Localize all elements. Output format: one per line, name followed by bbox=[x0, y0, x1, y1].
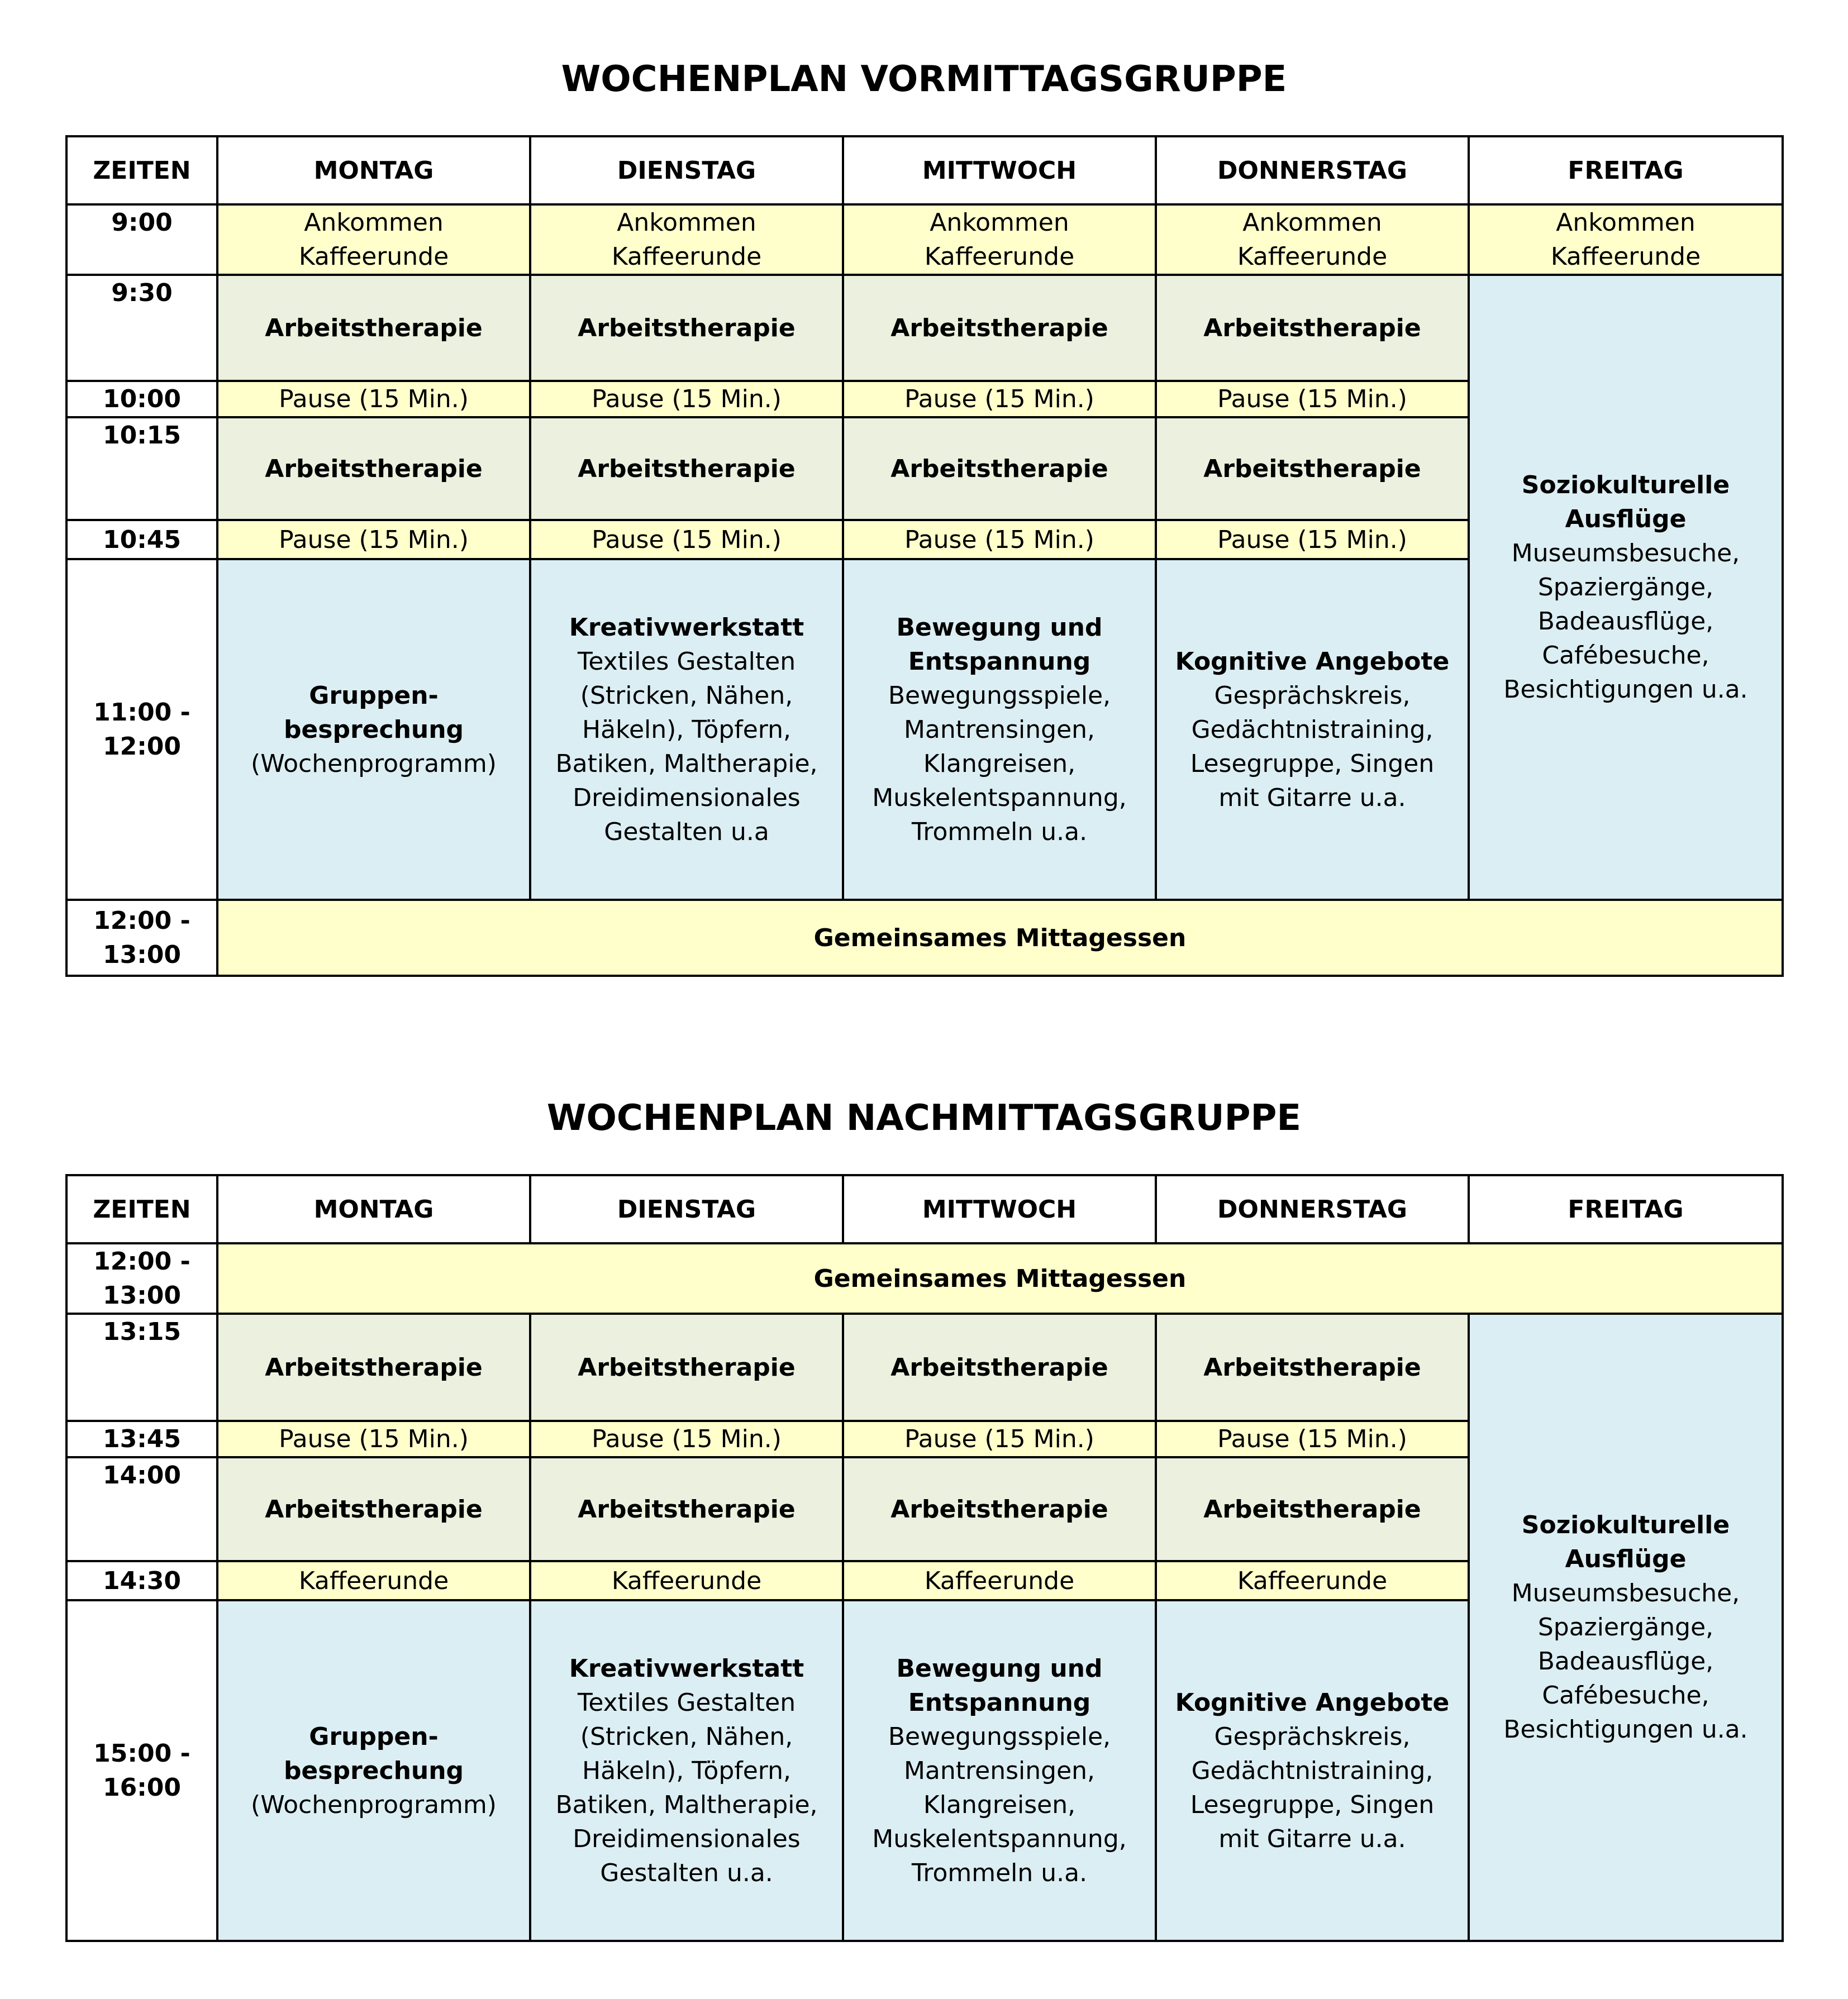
text: Klangreisen, bbox=[923, 749, 1076, 778]
text: Cafébesuche, bbox=[1542, 1681, 1709, 1710]
text: 16:00 bbox=[102, 1773, 182, 1802]
time-cell: 10:00 bbox=[66, 381, 217, 417]
text: Cafébesuche, bbox=[1542, 641, 1709, 670]
cell-arbeitstherapie bbox=[530, 275, 843, 381]
text: Spaziergänge, bbox=[1537, 1613, 1714, 1642]
text: Entspannung bbox=[908, 647, 1091, 676]
text: mit Gitarre u.a. bbox=[1218, 783, 1406, 812]
text: Gruppen- bbox=[309, 1722, 439, 1751]
text: Kreativwerkstatt bbox=[569, 1654, 804, 1683]
text: Gesprächskreis, bbox=[1214, 681, 1411, 710]
text: 12:00 - bbox=[93, 1247, 190, 1276]
text: Batiken, Maltherapie, bbox=[555, 1790, 818, 1819]
cell-arbeitstherapie bbox=[1156, 275, 1469, 381]
cell-pause: Pause (15 Min.) bbox=[217, 520, 530, 559]
cell-arbeitstherapie bbox=[843, 417, 1156, 520]
text: Textiles Gestalten bbox=[577, 1688, 796, 1717]
header-zeiten: ZEITEN bbox=[66, 1175, 217, 1243]
title-vormittag: WOCHENPLAN VORMITTAGSGRUPPE bbox=[561, 59, 1287, 100]
text: Trommeln u.a. bbox=[911, 817, 1088, 846]
text: Textiles Gestalten bbox=[577, 647, 796, 676]
text: Gruppen- bbox=[309, 681, 439, 710]
header-dienstag: DIENSTAG bbox=[530, 136, 843, 204]
text: Muskelentspannung, bbox=[872, 1824, 1127, 1853]
text: Häkeln), Töpfern, bbox=[582, 1756, 791, 1785]
text: Museumsbesuche, bbox=[1511, 1579, 1740, 1607]
text: Lesegruppe, Singen bbox=[1190, 1790, 1435, 1819]
text: Soziokulturelle bbox=[1521, 1511, 1730, 1539]
text: Kaffeerunde bbox=[1237, 242, 1388, 271]
row-1200 bbox=[66, 1243, 1783, 1314]
cell-pause: Pause (15 Min.) bbox=[530, 520, 843, 559]
text: Klangreisen, bbox=[923, 1790, 1076, 1819]
text: (Stricken, Nähen, bbox=[580, 1722, 793, 1751]
cell-pause: Pause (15 Min.) bbox=[843, 520, 1156, 559]
text: Kaffeerunde bbox=[611, 242, 762, 271]
cell-kaffeerunde: Kaffeerunde bbox=[530, 1561, 843, 1600]
text: Ankommen bbox=[930, 208, 1069, 237]
time-cell: 13:45 bbox=[66, 1421, 217, 1457]
text: Museumsbesuche, bbox=[1511, 539, 1740, 567]
time-cell: 14:30 bbox=[66, 1561, 217, 1600]
cell-pause: Pause (15 Min.) bbox=[1156, 1421, 1469, 1457]
text: Bewegung und bbox=[896, 1654, 1103, 1683]
schedule-table-vormittag bbox=[65, 135, 1784, 977]
text: Entspannung bbox=[908, 1688, 1091, 1717]
cell-arbeitstherapie bbox=[217, 275, 530, 381]
text: mit Gitarre u.a. bbox=[1218, 1824, 1406, 1853]
header-dienstag: DIENSTAG bbox=[530, 1175, 843, 1243]
text: Arbeitstherapie bbox=[578, 1353, 796, 1382]
text: Dreidimensionales bbox=[573, 783, 801, 812]
cell-kreativwerkstatt bbox=[530, 559, 843, 900]
header-montag: MONTAG bbox=[217, 1175, 530, 1243]
cell-arbeitstherapie bbox=[1156, 1457, 1469, 1561]
cell-kaffeerunde: Kaffeerunde bbox=[843, 1561, 1156, 1600]
text: Gestalten u.a. bbox=[600, 1858, 773, 1887]
text: Bewegung und bbox=[896, 613, 1103, 642]
text: Arbeitstherapie bbox=[265, 454, 483, 483]
text: Kaffeerunde bbox=[924, 242, 1075, 271]
time-cell: 9:30 bbox=[66, 275, 217, 381]
text: Ankommen bbox=[617, 208, 756, 237]
text: 13:00 bbox=[102, 941, 182, 969]
cell-arbeitstherapie bbox=[1156, 417, 1469, 520]
text: Gedächtnistraining, bbox=[1191, 1756, 1433, 1785]
text: Mantrensingen, bbox=[903, 715, 1096, 744]
header-freitag: FREITAG bbox=[1469, 1175, 1783, 1243]
text: (Wochenprogramm) bbox=[251, 1790, 497, 1819]
time-cell bbox=[66, 559, 217, 900]
cell-arbeitstherapie bbox=[530, 1314, 843, 1421]
text: Arbeitstherapie bbox=[1203, 313, 1421, 342]
text: Arbeitstherapie bbox=[890, 454, 1108, 483]
text: Kaffeerunde bbox=[1550, 242, 1701, 271]
text: Kognitive Angebote bbox=[1175, 1688, 1450, 1717]
text: Arbeitstherapie bbox=[890, 313, 1108, 342]
cell-soziokulturelle-ausfluege bbox=[1469, 275, 1783, 900]
text: Ankommen bbox=[1556, 208, 1695, 237]
text: Mantrensingen, bbox=[903, 1756, 1096, 1785]
text: Arbeitstherapie bbox=[1203, 454, 1421, 483]
header-mittwoch: MITTWOCH bbox=[843, 136, 1156, 204]
text: Badeausflüge, bbox=[1537, 1647, 1714, 1676]
cell-arbeitstherapie bbox=[217, 417, 530, 520]
time-cell: 10:15 bbox=[66, 417, 217, 520]
text: 12:00 - bbox=[93, 907, 190, 935]
text: Trommeln u.a. bbox=[911, 1858, 1088, 1887]
text: Arbeitstherapie bbox=[578, 1495, 796, 1524]
text: Gemeinsames Mittagessen bbox=[813, 1264, 1187, 1293]
text: Bewegungsspiele, bbox=[888, 1722, 1111, 1751]
text: Kreativwerkstatt bbox=[569, 613, 804, 642]
cell-ankommen-freitag bbox=[1469, 204, 1783, 275]
text: Spaziergänge, bbox=[1537, 573, 1714, 602]
cell-arbeitstherapie bbox=[217, 1314, 530, 1421]
cell-pause: Pause (15 Min.) bbox=[843, 1421, 1156, 1457]
text: 13:00 bbox=[102, 1281, 182, 1310]
text: Lesegruppe, Singen bbox=[1190, 749, 1435, 778]
text: besprechung bbox=[283, 715, 464, 744]
cell-pause: Pause (15 Min.) bbox=[217, 381, 530, 417]
text: Arbeitstherapie bbox=[890, 1495, 1108, 1524]
cell-arbeitstherapie bbox=[530, 417, 843, 520]
cell-kaffeerunde: Kaffeerunde bbox=[1156, 1561, 1469, 1600]
row-0900 bbox=[66, 204, 1783, 275]
header-donnerstag: DONNERSTAG bbox=[1156, 136, 1469, 204]
text: Gesprächskreis, bbox=[1214, 1722, 1411, 1751]
time-cell bbox=[66, 1600, 217, 1941]
cell-pause: Pause (15 Min.) bbox=[1156, 520, 1469, 559]
text: Gemeinsames Mittagessen bbox=[813, 923, 1187, 952]
text: Gedächtnistraining, bbox=[1191, 715, 1433, 744]
cell-bewegung-entspannung bbox=[843, 1600, 1156, 1941]
text: Arbeitstherapie bbox=[265, 1353, 483, 1382]
row-1315 bbox=[66, 1314, 1783, 1421]
cell-kaffeerunde: Kaffeerunde bbox=[217, 1561, 530, 1600]
cell-mittagessen bbox=[217, 1243, 1783, 1314]
header-montag: MONTAG bbox=[217, 136, 530, 204]
row-1200 bbox=[66, 900, 1783, 976]
time-cell: 13:15 bbox=[66, 1314, 217, 1421]
time-cell: 9:00 bbox=[66, 204, 217, 275]
cell-arbeitstherapie bbox=[843, 1314, 1156, 1421]
text: Ankommen bbox=[1242, 208, 1382, 237]
text: Arbeitstherapie bbox=[890, 1353, 1108, 1382]
header-row bbox=[66, 136, 1783, 204]
text: Arbeitstherapie bbox=[265, 1495, 483, 1524]
cell-ankommen-mittwoch bbox=[843, 204, 1156, 275]
text: Gestalten u.a bbox=[604, 817, 769, 846]
text: Badeausflüge, bbox=[1537, 607, 1714, 636]
text: Besichtigungen u.a. bbox=[1503, 675, 1748, 704]
cell-gruppenbesprechung bbox=[217, 1600, 530, 1941]
text: Besichtigungen u.a. bbox=[1503, 1715, 1748, 1744]
text: Arbeitstherapie bbox=[578, 454, 796, 483]
cell-pause: Pause (15 Min.) bbox=[1156, 381, 1469, 417]
text: Kaffeerunde bbox=[298, 242, 449, 271]
cell-mittagessen bbox=[217, 900, 1783, 976]
header-mittwoch: MITTWOCH bbox=[843, 1175, 1156, 1243]
text: Ankommen bbox=[304, 208, 444, 237]
cell-soziokulturelle-ausfluege bbox=[1469, 1314, 1783, 1941]
time-cell bbox=[66, 1243, 217, 1314]
cell-kognitive-angebote bbox=[1156, 1600, 1469, 1941]
text: (Wochenprogramm) bbox=[251, 749, 497, 778]
cell-kognitive-angebote bbox=[1156, 559, 1469, 900]
header-donnerstag: DONNERSTAG bbox=[1156, 1175, 1469, 1243]
time-cell bbox=[66, 900, 217, 976]
cell-pause: Pause (15 Min.) bbox=[530, 1421, 843, 1457]
text: Arbeitstherapie bbox=[1203, 1495, 1421, 1524]
row-0930 bbox=[66, 275, 1783, 381]
header-freitag: FREITAG bbox=[1469, 136, 1783, 204]
cell-arbeitstherapie bbox=[843, 1457, 1156, 1561]
cell-bewegung-entspannung bbox=[843, 559, 1156, 900]
time-cell: 10:45 bbox=[66, 520, 217, 559]
text: Dreidimensionales bbox=[573, 1824, 801, 1853]
cell-pause: Pause (15 Min.) bbox=[530, 381, 843, 417]
header-zeiten: ZEITEN bbox=[66, 136, 217, 204]
cell-kreativwerkstatt bbox=[530, 1600, 843, 1941]
text: 12:00 bbox=[102, 732, 182, 761]
header-row bbox=[66, 1175, 1783, 1243]
text: Ausflüge bbox=[1565, 505, 1687, 533]
text: Arbeitstherapie bbox=[265, 313, 483, 342]
schedule-table-nachmittag bbox=[65, 1174, 1784, 1942]
text: Arbeitstherapie bbox=[1203, 1353, 1421, 1382]
cell-ankommen-donnerstag bbox=[1156, 204, 1469, 275]
text: (Stricken, Nähen, bbox=[580, 681, 793, 710]
text: Kognitive Angebote bbox=[1175, 647, 1450, 676]
text: Muskelentspannung, bbox=[872, 783, 1127, 812]
cell-ankommen-dienstag bbox=[530, 204, 843, 275]
cell-arbeitstherapie bbox=[843, 275, 1156, 381]
cell-arbeitstherapie bbox=[217, 1457, 530, 1561]
cell-pause: Pause (15 Min.) bbox=[217, 1421, 530, 1457]
cell-arbeitstherapie bbox=[1156, 1314, 1469, 1421]
text: 11:00 - bbox=[93, 698, 190, 727]
text: 15:00 - bbox=[93, 1739, 190, 1768]
text: Arbeitstherapie bbox=[578, 313, 796, 342]
text: besprechung bbox=[283, 1756, 464, 1785]
text: Bewegungsspiele, bbox=[888, 681, 1111, 710]
text: Ausflüge bbox=[1565, 1545, 1687, 1573]
cell-pause: Pause (15 Min.) bbox=[843, 381, 1156, 417]
text: Häkeln), Töpfern, bbox=[582, 715, 791, 744]
cell-ankommen-montag bbox=[217, 204, 530, 275]
text: Batiken, Maltherapie, bbox=[555, 749, 818, 778]
time-cell: 14:00 bbox=[66, 1457, 217, 1561]
text: Soziokulturelle bbox=[1521, 471, 1730, 499]
cell-arbeitstherapie bbox=[530, 1457, 843, 1561]
title-nachmittag: WOCHENPLAN NACHMITTAGSGRUPPE bbox=[546, 1098, 1302, 1139]
cell-gruppenbesprechung bbox=[217, 559, 530, 900]
